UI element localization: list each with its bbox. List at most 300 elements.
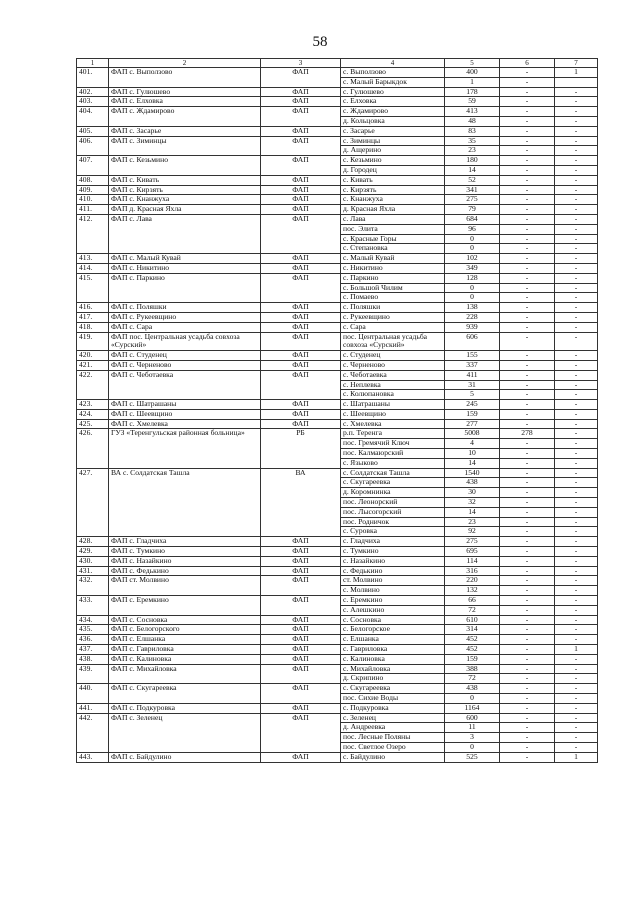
- population-value: 178: [445, 87, 500, 97]
- column-7-value: -: [555, 322, 598, 332]
- column-6-value: -: [500, 556, 555, 566]
- column-6-value: -: [500, 723, 555, 733]
- facility-type: ФАП: [261, 625, 341, 635]
- population-value: 5: [445, 390, 500, 400]
- column-7-value: -: [555, 458, 598, 468]
- row-number: 429.: [77, 547, 109, 557]
- column-6-value: -: [500, 68, 555, 78]
- settlement-name: с. Колюпановка: [341, 390, 445, 400]
- population-value: 132: [445, 586, 500, 596]
- population-value: 11: [445, 723, 500, 733]
- column-7-value: -: [555, 566, 598, 576]
- column-7-value: -: [555, 449, 598, 459]
- settlement-name: с. Малый Барыкдок: [341, 77, 445, 87]
- population-value: 23: [445, 146, 500, 156]
- facility-name: ФАП с. Кивать: [109, 175, 261, 185]
- population-value: 23: [445, 517, 500, 527]
- column-6-value: -: [500, 390, 555, 400]
- table-row: [77, 576, 598, 586]
- column-6-value: -: [500, 136, 555, 146]
- settlement-name: пос. Калмаюрский: [341, 449, 445, 459]
- column-header: 1: [77, 59, 109, 68]
- population-value: 138: [445, 303, 500, 313]
- facility-name: ФАП с. Байдулино: [109, 752, 261, 762]
- population-value: 525: [445, 752, 500, 762]
- facility-name: ФАП с. Белогорского: [109, 625, 261, 635]
- facility-name: ФАП с. Зеленец: [109, 713, 261, 752]
- facility-type: ФАП: [261, 566, 341, 576]
- settlement-name: с. Михайловка: [341, 664, 445, 674]
- column-7-value: -: [555, 733, 598, 743]
- row-number: 424.: [77, 409, 109, 419]
- table-row: [77, 400, 598, 410]
- population-value: 388: [445, 664, 500, 674]
- facility-type: ФАП: [261, 684, 341, 704]
- settlement-name: с. Елшанка: [341, 635, 445, 645]
- column-7-value: -: [555, 205, 598, 215]
- column-6-value: -: [500, 126, 555, 136]
- table-row: [77, 87, 598, 97]
- population-value: 30: [445, 488, 500, 498]
- table-row: [77, 205, 598, 215]
- facility-name: ФАП с. Калиновка: [109, 654, 261, 664]
- table-row: [77, 645, 598, 655]
- facility-name: ФАП с. Малый Кувай: [109, 254, 261, 264]
- population-value: 939: [445, 322, 500, 332]
- column-6-value: -: [500, 351, 555, 361]
- settlement-name: д. Скрипино: [341, 674, 445, 684]
- column-7-value: -: [555, 116, 598, 126]
- column-7-value: -: [555, 635, 598, 645]
- column-6-value: -: [500, 380, 555, 390]
- settlement-name: с. Белогорское: [341, 625, 445, 635]
- facility-type: ФАП: [261, 303, 341, 313]
- row-number: 421.: [77, 360, 109, 370]
- settlement-name: с. Кнанжуха: [341, 195, 445, 205]
- table-row: [77, 322, 598, 332]
- row-number: 406.: [77, 136, 109, 156]
- population-value: 0: [445, 742, 500, 752]
- row-number: 432.: [77, 576, 109, 596]
- facility-type: ФАП: [261, 664, 341, 684]
- table-row: [77, 409, 598, 419]
- column-6-value: -: [500, 195, 555, 205]
- row-number: 412.: [77, 214, 109, 253]
- facility-name: ФАП с. Сосновка: [109, 615, 261, 625]
- table-row: [77, 635, 598, 645]
- column-7-value: 1: [555, 645, 598, 655]
- column-6-value: -: [500, 360, 555, 370]
- settlement-name: с. Малый Кувай: [341, 254, 445, 264]
- table-row: [77, 703, 598, 713]
- table-row: [77, 185, 598, 195]
- facility-type: ФАП: [261, 615, 341, 625]
- column-6-value: -: [500, 596, 555, 606]
- row-number: 416.: [77, 303, 109, 313]
- population-value: 180: [445, 156, 500, 166]
- row-number: 437.: [77, 645, 109, 655]
- population-value: 610: [445, 615, 500, 625]
- facility-name: ФАП с. Выползово: [109, 68, 261, 88]
- table-row: [77, 351, 598, 361]
- column-7-value: -: [555, 360, 598, 370]
- settlement-name: с. Федькино: [341, 566, 445, 576]
- column-6-value: -: [500, 615, 555, 625]
- column-6-value: -: [500, 664, 555, 674]
- settlement-name: д. Красная Яхла: [341, 205, 445, 215]
- column-6-value: -: [500, 449, 555, 459]
- settlement-name: с. Сосновка: [341, 615, 445, 625]
- population-value: 220: [445, 576, 500, 586]
- column-7-value: -: [555, 586, 598, 596]
- column-7-value: -: [555, 263, 598, 273]
- column-7-value: -: [555, 742, 598, 752]
- column-7-value: -: [555, 703, 598, 713]
- facility-name: ФАП с. Шатрашаны: [109, 400, 261, 410]
- settlement-name: с. Кирзять: [341, 185, 445, 195]
- column-6-value: -: [500, 283, 555, 293]
- column-6-value: -: [500, 625, 555, 635]
- population-value: 14: [445, 458, 500, 468]
- table-row: [77, 254, 598, 264]
- facility-name: ФАП с. Хмелевка: [109, 419, 261, 429]
- settlement-name: пос. Лысогорский: [341, 507, 445, 517]
- population-value: 0: [445, 293, 500, 303]
- facility-name: ФАП с. Еремкино: [109, 596, 261, 616]
- population-value: 341: [445, 185, 500, 195]
- table-row: [77, 370, 598, 380]
- column-6-value: -: [500, 87, 555, 97]
- facility-type: ФАП: [261, 351, 341, 361]
- population-value: 314: [445, 625, 500, 635]
- table-row: [77, 263, 598, 273]
- population-value: 349: [445, 263, 500, 273]
- column-header: 6: [500, 59, 555, 68]
- row-number: 405.: [77, 126, 109, 136]
- row-number: 411.: [77, 205, 109, 215]
- settlement-name: с. Степановка: [341, 244, 445, 254]
- column-7-value: -: [555, 596, 598, 606]
- column-6-value: -: [500, 498, 555, 508]
- population-value: 72: [445, 605, 500, 615]
- population-value: 72: [445, 674, 500, 684]
- row-number: 427.: [77, 468, 109, 537]
- column-7-value: -: [555, 87, 598, 97]
- column-6-value: -: [500, 547, 555, 557]
- facility-type: ФАП: [261, 214, 341, 253]
- column-header: 3: [261, 59, 341, 68]
- population-value: 14: [445, 507, 500, 517]
- population-value: 452: [445, 635, 500, 645]
- settlement-name: с. Калиновка: [341, 654, 445, 664]
- column-7-value: -: [555, 713, 598, 723]
- column-6-value: -: [500, 488, 555, 498]
- settlement-name: с. Большой Чилим: [341, 283, 445, 293]
- column-7-value: -: [555, 478, 598, 488]
- table-row: [77, 664, 598, 674]
- row-number: 436.: [77, 635, 109, 645]
- facility-name: ФАП с. Кнанжуха: [109, 195, 261, 205]
- settlement-name: с. Зеленец: [341, 713, 445, 723]
- facility-type: ФАП: [261, 312, 341, 322]
- facility-type: ФАП: [261, 126, 341, 136]
- settlement-name: с. Скугареевка: [341, 478, 445, 488]
- population-value: 275: [445, 537, 500, 547]
- column-7-value: -: [555, 156, 598, 166]
- facility-table: [76, 58, 598, 763]
- facility-type: ФАП: [261, 370, 341, 399]
- population-value: 400: [445, 68, 500, 78]
- population-value: 96: [445, 224, 500, 234]
- column-header: 2: [109, 59, 261, 68]
- column-7-value: -: [555, 293, 598, 303]
- column-6-value: -: [500, 273, 555, 283]
- column-6-value: -: [500, 234, 555, 244]
- row-number: 415.: [77, 273, 109, 302]
- column-6-value: -: [500, 116, 555, 126]
- column-6-value: -: [500, 419, 555, 429]
- column-7-value: -: [555, 605, 598, 615]
- facility-type: ФАП: [261, 322, 341, 332]
- column-6-value: -: [500, 713, 555, 723]
- facility-type: ФАП: [261, 556, 341, 566]
- facility-name: ФАП с. Рукеевщино: [109, 312, 261, 322]
- facility-type: ФАП: [261, 87, 341, 97]
- row-number: 438.: [77, 654, 109, 664]
- column-7-value: 1: [555, 68, 598, 78]
- column-7-value: -: [555, 507, 598, 517]
- facility-type: ФАП: [261, 547, 341, 557]
- population-value: 245: [445, 400, 500, 410]
- row-number: 443.: [77, 752, 109, 762]
- settlement-name: с. Шатрашаны: [341, 400, 445, 410]
- facility-type: ФАП: [261, 596, 341, 616]
- settlement-name: с. Шеевщино: [341, 409, 445, 419]
- facility-name: ФАП д. Красная Яхла: [109, 205, 261, 215]
- column-7-value: -: [555, 498, 598, 508]
- column-7-value: -: [555, 283, 598, 293]
- facility-name: ФАП с. Зиминцы: [109, 136, 261, 156]
- column-6-value: -: [500, 303, 555, 313]
- column-6-value: -: [500, 694, 555, 704]
- settlement-name: с. Языково: [341, 458, 445, 468]
- settlement-name: с. Солдатская Ташла: [341, 468, 445, 478]
- population-value: 1: [445, 77, 500, 87]
- column-7-value: -: [555, 234, 598, 244]
- facility-name: ФАП с. Засарье: [109, 126, 261, 136]
- column-7-value: -: [555, 303, 598, 313]
- settlement-name: с. Чеботаевка: [341, 370, 445, 380]
- column-7-value: -: [555, 409, 598, 419]
- facility-name: ФАП с. Кезьмино: [109, 156, 261, 176]
- settlement-name: с. Елховка: [341, 97, 445, 107]
- column-6-value: -: [500, 312, 555, 322]
- column-6-value: -: [500, 733, 555, 743]
- column-6-value: -: [500, 684, 555, 694]
- facility-type: ФАП: [261, 107, 341, 127]
- settlement-name: с. Назайкино: [341, 556, 445, 566]
- settlement-name: с. Гулюшево: [341, 87, 445, 97]
- facility-name: ФАП с. Никитино: [109, 263, 261, 273]
- population-value: 128: [445, 273, 500, 283]
- settlement-name: д. Городец: [341, 165, 445, 175]
- column-6-value: -: [500, 645, 555, 655]
- settlement-name: д. Ащерино: [341, 146, 445, 156]
- column-6-value: -: [500, 156, 555, 166]
- column-6-value: -: [500, 205, 555, 215]
- settlement-name: с. Никитино: [341, 263, 445, 273]
- table-row: [77, 429, 598, 439]
- settlement-name: с. Помаево: [341, 293, 445, 303]
- row-number: 422.: [77, 370, 109, 399]
- population-value: 114: [445, 556, 500, 566]
- column-7-value: -: [555, 97, 598, 107]
- column-6-value: -: [500, 752, 555, 762]
- facility-type: ФАП: [261, 635, 341, 645]
- facility-type: ФАП: [261, 332, 341, 351]
- facility-name: ФАП ст. Молвино: [109, 576, 261, 596]
- column-6-value: -: [500, 605, 555, 615]
- column-header: 5: [445, 59, 500, 68]
- column-7-value: -: [555, 537, 598, 547]
- population-value: 695: [445, 547, 500, 557]
- table-row: [77, 615, 598, 625]
- facility-type: ФАП: [261, 752, 341, 762]
- population-value: 600: [445, 713, 500, 723]
- population-value: 59: [445, 97, 500, 107]
- column-7-value: -: [555, 126, 598, 136]
- row-number: 404.: [77, 107, 109, 127]
- table-row: [77, 97, 598, 107]
- column-6-value: -: [500, 263, 555, 273]
- settlement-name: пос. Элита: [341, 224, 445, 234]
- settlement-name: с. Ждамирово: [341, 107, 445, 117]
- population-value: 5008: [445, 429, 500, 439]
- settlement-name: с. Подкуровка: [341, 703, 445, 713]
- column-7-value: -: [555, 654, 598, 664]
- column-7-value: -: [555, 136, 598, 146]
- column-6-value: -: [500, 527, 555, 537]
- table-row: [77, 654, 598, 664]
- population-value: 52: [445, 175, 500, 185]
- column-7-value: -: [555, 547, 598, 557]
- column-7-value: -: [555, 517, 598, 527]
- settlement-name: с. Молвино: [341, 586, 445, 596]
- settlement-name: с. Скугареевка: [341, 684, 445, 694]
- row-number: 408.: [77, 175, 109, 185]
- population-value: 438: [445, 478, 500, 488]
- column-7-value: -: [555, 468, 598, 478]
- table-row: [77, 312, 598, 322]
- facility-type: ФАП: [261, 703, 341, 713]
- settlement-name: с. Паркино: [341, 273, 445, 283]
- settlement-name: с. Сара: [341, 322, 445, 332]
- population-value: 3: [445, 733, 500, 743]
- settlement-name: с. Еремкино: [341, 596, 445, 606]
- settlement-name: ст. Молвино: [341, 576, 445, 586]
- column-7-value: -: [555, 332, 598, 351]
- facility-type: ФАП: [261, 136, 341, 156]
- facility-type: ВА: [261, 468, 341, 537]
- column-6-value: -: [500, 586, 555, 596]
- row-number: 413.: [77, 254, 109, 264]
- population-value: 684: [445, 214, 500, 224]
- population-value: 83: [445, 126, 500, 136]
- population-value: 606: [445, 332, 500, 351]
- column-7-value: -: [555, 439, 598, 449]
- row-number: 414.: [77, 263, 109, 273]
- column-6-value: -: [500, 439, 555, 449]
- settlement-name: с. Гладчиха: [341, 537, 445, 547]
- row-number: 441.: [77, 703, 109, 713]
- population-value: 316: [445, 566, 500, 576]
- table-row: [77, 625, 598, 635]
- settlement-name: с. Черненово: [341, 360, 445, 370]
- table-row: [77, 596, 598, 606]
- row-number: 431.: [77, 566, 109, 576]
- column-6-value: -: [500, 566, 555, 576]
- population-value: 411: [445, 370, 500, 380]
- column-7-value: -: [555, 556, 598, 566]
- settlement-name: с. Алешкино: [341, 605, 445, 615]
- column-7-value: -: [555, 195, 598, 205]
- population-value: 159: [445, 654, 500, 664]
- column-6-value: -: [500, 576, 555, 586]
- column-6-value: -: [500, 254, 555, 264]
- population-value: 92: [445, 527, 500, 537]
- row-number: 409.: [77, 185, 109, 195]
- column-6-value: -: [500, 468, 555, 478]
- table-row: [77, 547, 598, 557]
- facility-type: ФАП: [261, 645, 341, 655]
- population-value: 48: [445, 116, 500, 126]
- facility-type: ФАП: [261, 68, 341, 88]
- settlement-name: с. Поляшки: [341, 303, 445, 313]
- settlement-name: пос. Гремячий Ключ: [341, 439, 445, 449]
- population-value: 10: [445, 449, 500, 459]
- row-number: 403.: [77, 97, 109, 107]
- table-row: [77, 68, 598, 78]
- row-number: 426.: [77, 429, 109, 468]
- column-6-value: -: [500, 293, 555, 303]
- column-header: 7: [555, 59, 598, 68]
- row-number: 418.: [77, 322, 109, 332]
- column-7-value: -: [555, 254, 598, 264]
- column-6-value: 278: [500, 429, 555, 439]
- column-6-value: -: [500, 537, 555, 547]
- population-value: 413: [445, 107, 500, 117]
- population-value: 0: [445, 234, 500, 244]
- facility-name: ФАП пос. Центральная усадьба совхоза «Сурский»: [109, 332, 261, 351]
- facility-name: ФАП с. Кирзять: [109, 185, 261, 195]
- population-value: 0: [445, 694, 500, 704]
- facility-type: ФАП: [261, 654, 341, 664]
- population-value: 1540: [445, 468, 500, 478]
- facility-type: ФАП: [261, 409, 341, 419]
- table-row: [77, 566, 598, 576]
- settlement-name: с. Хмелевка: [341, 419, 445, 429]
- column-6-value: -: [500, 332, 555, 351]
- column-6-value: -: [500, 674, 555, 684]
- column-6-value: -: [500, 742, 555, 752]
- facility-type: ФАП: [261, 185, 341, 195]
- facility-type: ФАП: [261, 97, 341, 107]
- settlement-name: с. Байдулино: [341, 752, 445, 762]
- column-6-value: -: [500, 409, 555, 419]
- table-row: [77, 273, 598, 283]
- settlement-name: с. Суровка: [341, 527, 445, 537]
- column-6-value: -: [500, 322, 555, 332]
